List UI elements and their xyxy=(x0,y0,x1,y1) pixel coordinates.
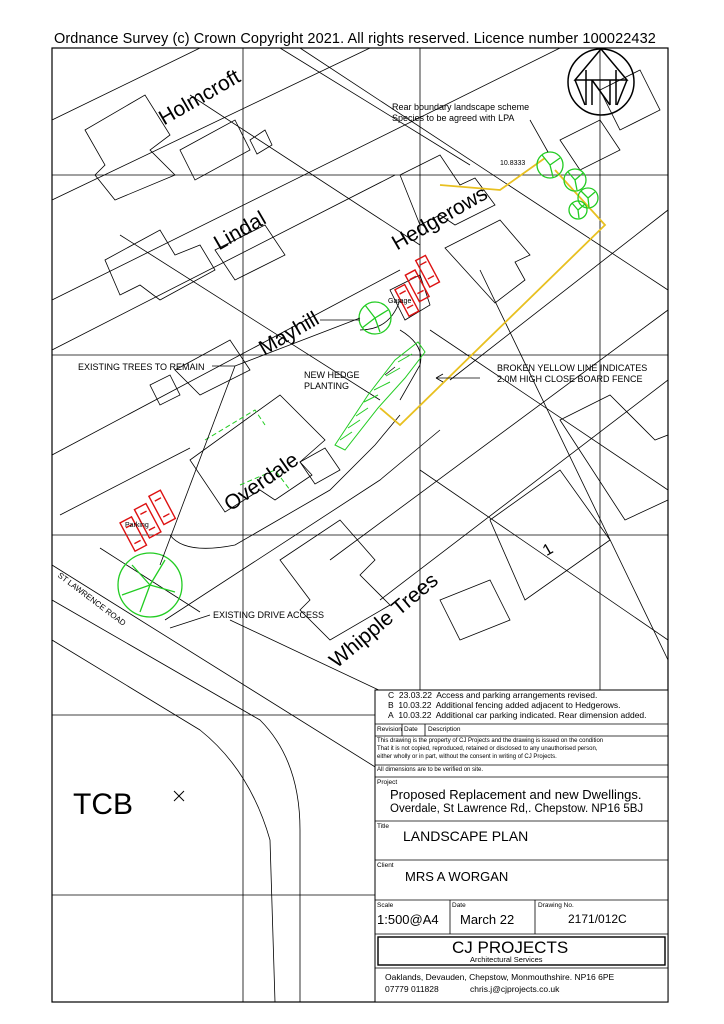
note-dimension: 10.8333 xyxy=(500,160,526,167)
note-garage: Garage xyxy=(388,298,412,305)
label-holmcroft: Holmcroft xyxy=(155,65,245,130)
drawing-no-label: Drawing No. xyxy=(538,902,574,909)
note-parking: Parking xyxy=(125,522,149,529)
rev-header-date: Date xyxy=(404,726,418,733)
revision-row-c: C 23.03.22 Access and parking arrangements revised. xyxy=(388,690,598,700)
date-value: March 22 xyxy=(460,912,515,927)
notice-line-2: That it is not copied, reproduced, retained or disclosed to any unauthorised person, xyxy=(377,746,598,752)
notice-line-3: either wholly or in part, without the consent in writing of CJ Projects. xyxy=(377,754,557,760)
drawing-title: LANDSCAPE PLAN xyxy=(403,828,529,844)
tree-rear-2 xyxy=(564,169,586,191)
label-hedgerows: Hedgerows xyxy=(388,181,492,255)
notice-line-1: This drawing is the property of CJ Projects and the drawing is issued on the condition xyxy=(377,738,604,744)
company-subtitle: Architectural Services xyxy=(470,955,543,964)
title-label: Title xyxy=(377,823,390,830)
note-broken-yellow-2: 2.0M HIGH CLOSE BOARD FENCE xyxy=(497,374,643,384)
rev-header-description: Description xyxy=(428,726,461,733)
client-name: MRS A WORGAN xyxy=(405,869,509,884)
note-existing-trees: EXISTING TREES TO REMAIN xyxy=(78,362,205,372)
note-new-hedge-2: PLANTING xyxy=(304,381,350,391)
north-arrow-icon xyxy=(568,49,634,115)
label-road: ST LAWRENCE ROAD xyxy=(55,570,128,628)
new-hedge-planting xyxy=(205,342,425,490)
label-overdale: Overdale xyxy=(220,448,303,516)
scale-label: Scale xyxy=(377,902,394,909)
client-label: Client xyxy=(377,862,394,869)
note-new-hedge-1: NEW HEDGE xyxy=(304,370,360,380)
project-line-2: Overdale, St Lawrence Rd,. Chepstow. NP16 5BJ xyxy=(390,803,644,815)
rev-header-revision: Revision xyxy=(377,726,402,733)
revision-row-a: A 10.03.22 Additional car parking indicated. Rear dimension added. xyxy=(388,710,647,720)
project-label: Project xyxy=(377,779,398,786)
copyright-header: Ordnance Survey (c) Crown Copyright 2021. All rights reserved. Licence number 100022432 xyxy=(54,31,656,47)
label-tcb: TCB xyxy=(73,788,133,821)
label-plot-1: 1 xyxy=(540,540,557,560)
revision-row-b: B 10.03.22 Additional fencing added adjacent to Hedgerows. xyxy=(388,700,621,710)
scale-value: 1:500@A4 xyxy=(377,912,439,927)
tree-rear-1 xyxy=(537,152,563,178)
project-line-1: Proposed Replacement and new Dwellings. xyxy=(390,787,642,802)
note-broken-yellow-1: BROKEN YELLOW LINE INDICATES xyxy=(497,363,648,373)
drawing-no-value: 2171/012C xyxy=(568,912,627,926)
company-email: chris.j@cjprojects.co.uk xyxy=(470,984,560,994)
tree-mayhill xyxy=(359,302,391,334)
company-address: Oaklands, Devauden, Chepstow, Monmouthshire. NP16 6PE xyxy=(385,972,615,982)
note-rear-boundary-2: Species to be agreed with LPA xyxy=(392,113,515,123)
label-lindal: Lindal xyxy=(210,206,271,255)
tree-rear-4 xyxy=(569,201,587,219)
note-existing-drive: EXISTING DRIVE ACCESS xyxy=(213,610,325,620)
date-label: Date xyxy=(452,902,466,909)
dimensions-note: All dimensions are to be verified on site. xyxy=(377,767,484,773)
cross-marker xyxy=(174,791,184,801)
company-phone: 07779 011828 xyxy=(385,984,439,994)
large-tree-drive xyxy=(118,553,182,617)
note-rear-boundary-1: Rear boundary landscape scheme xyxy=(392,102,530,112)
label-whipple-trees: Whipple Trees xyxy=(325,568,443,673)
label-mayhill: Mayhill xyxy=(255,307,324,360)
company-name: CJ PROJECTS xyxy=(452,938,569,957)
